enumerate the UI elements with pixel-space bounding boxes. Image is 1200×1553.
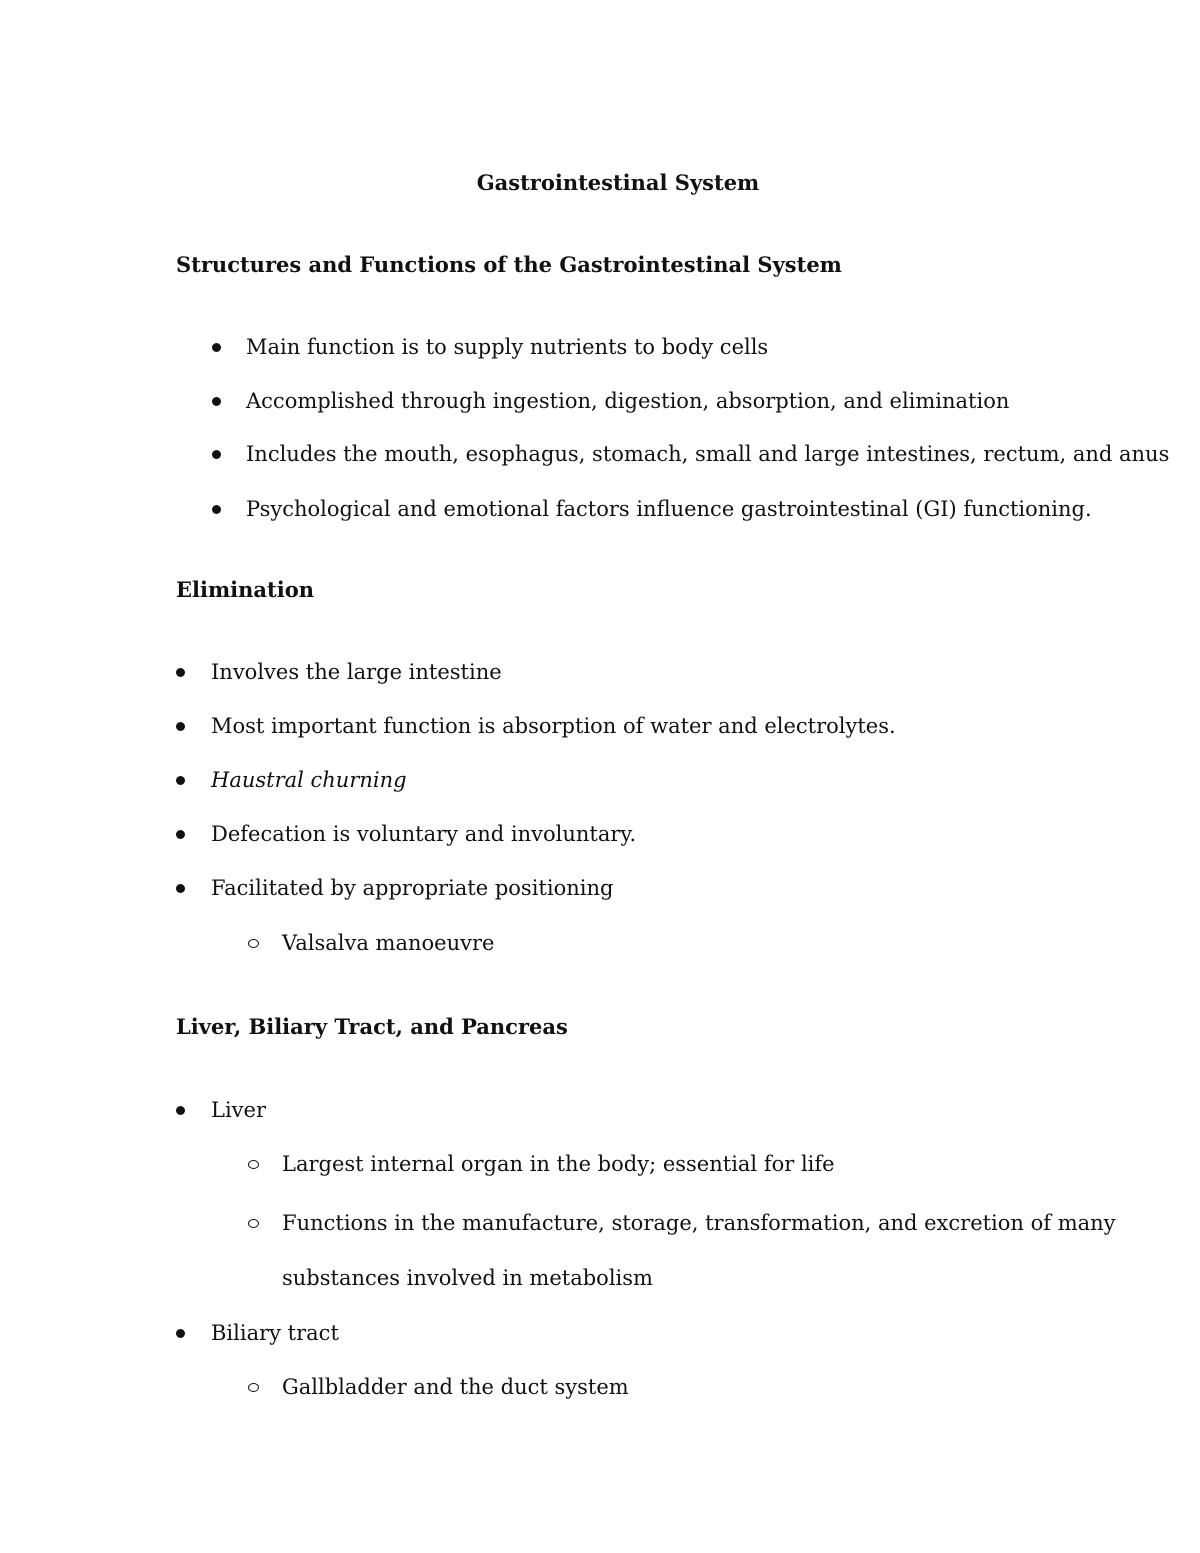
- bullet-icon: [176, 776, 185, 785]
- document-title: Gastrointestinal System: [476, 170, 760, 195]
- sub-bullet-icon: [248, 1219, 259, 1228]
- section-heading-elimination: Elimination: [176, 577, 314, 602]
- list-item: Defecation is voluntary and involuntary.: [211, 822, 637, 846]
- sub-list-item: Gallbladder and the duct system: [282, 1375, 629, 1399]
- list-item-liver: Liver: [211, 1098, 266, 1122]
- bullet-icon: [176, 830, 185, 839]
- sub-list-item-continuation: substances involved in metabolism: [282, 1266, 653, 1290]
- bullet-icon: [176, 1329, 185, 1338]
- sub-list-item: Valsalva manoeuvre: [282, 931, 495, 955]
- section-heading-structures: Structures and Functions of the Gastrointestinal System: [176, 252, 842, 277]
- list-item-biliary: Biliary tract: [211, 1321, 339, 1345]
- sub-list-item: Functions in the manufacture, storage, transformation, and excretion of many: [282, 1211, 1116, 1235]
- sub-bullet-icon: [248, 1160, 259, 1169]
- list-item: Most important function is absorption of water and electrolytes.: [211, 714, 896, 738]
- list-item: Includes the mouth, esophagus, stomach, small and large intestines, rectum, and anus: [246, 442, 1170, 466]
- bullet-icon: [212, 450, 221, 459]
- sub-bullet-icon: [248, 939, 259, 948]
- bullet-icon: [176, 722, 185, 731]
- section-heading-liver-biliary-pancreas: Liver, Biliary Tract, and Pancreas: [176, 1014, 568, 1039]
- list-item: Haustral churning: [211, 768, 407, 792]
- list-item: Psychological and emotional factors influence gastrointestinal (GI) functioning.: [246, 497, 1092, 521]
- list-item: Main function is to supply nutrients to body cells: [246, 335, 769, 359]
- list-item: Involves the large intestine: [211, 660, 502, 684]
- list-item: Accomplished through ingestion, digestion, absorption, and elimination: [246, 389, 1010, 413]
- bullet-icon: [212, 343, 221, 352]
- sub-bullet-icon: [248, 1383, 259, 1392]
- bullet-icon: [212, 397, 221, 406]
- list-item: Facilitated by appropriate positioning: [211, 876, 614, 900]
- bullet-icon: [176, 668, 185, 677]
- bullet-icon: [176, 884, 185, 893]
- sub-list-item: Largest internal organ in the body; essential for life: [282, 1152, 835, 1176]
- bullet-icon: [176, 1106, 185, 1115]
- bullet-icon: [212, 505, 221, 514]
